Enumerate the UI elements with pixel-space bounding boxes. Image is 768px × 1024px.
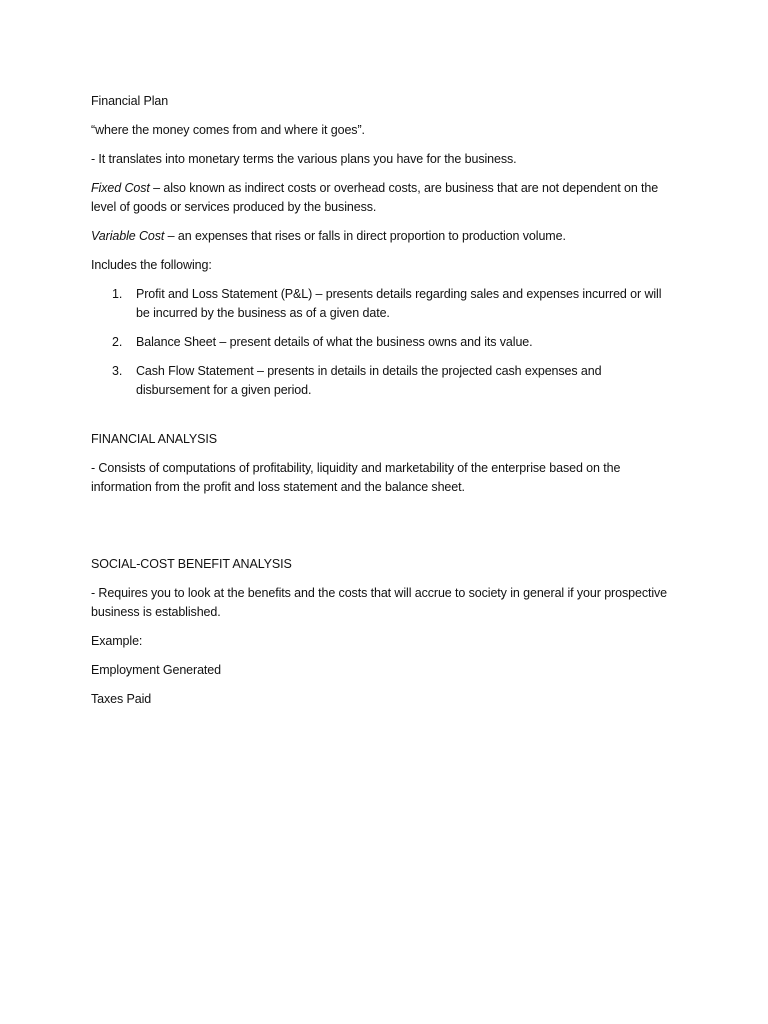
- social-cost-heading: SOCIAL-COST BENEFIT ANALYSIS: [91, 557, 292, 571]
- financial-plan-translates: - It translates into monetary terms the various plans you have for the business.: [91, 152, 517, 166]
- list-item-number: 3.: [112, 364, 123, 378]
- financial-analysis-heading: FINANCIAL ANALYSIS: [91, 432, 218, 446]
- list-item: [91, 362, 676, 400]
- fixed-cost-definition: – also known as indirect costs or overhead costs, are business that are not dependent on the level of goods or services produced by the business.: [91, 181, 659, 214]
- list-item-number: 2.: [112, 335, 123, 349]
- statements-list: [91, 285, 676, 400]
- spacer: [91, 410, 676, 430]
- financial-plan-quote: “where the money comes from and where it goes”.: [91, 123, 365, 137]
- fixed-cost-term: Fixed Cost: [91, 181, 150, 195]
- example-label: Example:: [91, 634, 143, 648]
- document-page: [91, 92, 676, 719]
- list-item-number: 1.: [112, 287, 123, 301]
- list-item-text: Balance Sheet – present details of what the business owns and its value.: [136, 335, 533, 349]
- list-item-text: Profit and Loss Statement (P&L) – presents details regarding sales and expenses incurred or will be incurred by the business as of a given date.: [136, 287, 662, 320]
- example-item: Employment Generated: [91, 663, 222, 677]
- fixed-cost-paragraph: [91, 179, 676, 217]
- variable-cost-definition: – an expenses that rises or falls in direct proportion to production volume.: [164, 229, 566, 243]
- list-item: [91, 285, 676, 323]
- spacer: [91, 507, 676, 555]
- financial-plan-title: Financial Plan: [91, 94, 169, 108]
- example-item: Taxes Paid: [91, 692, 152, 706]
- financial-analysis-text: - Consists of computations of profitability, liquidity and marketability of the enterprise based on the information from the profit and loss statement and the balance sheet.: [91, 461, 621, 494]
- variable-cost-term: Variable Cost: [91, 229, 165, 243]
- list-item-text: Cash Flow Statement – presents in details in details the projected cash expenses and disbursement for a given period.: [136, 364, 602, 397]
- includes-label: Includes the following:: [91, 258, 212, 272]
- social-cost-text: - Requires you to look at the benefits and the costs that will accrue to society in general if your prospective business is established.: [91, 586, 668, 619]
- variable-cost-paragraph: [91, 227, 676, 246]
- list-item: [91, 333, 676, 352]
